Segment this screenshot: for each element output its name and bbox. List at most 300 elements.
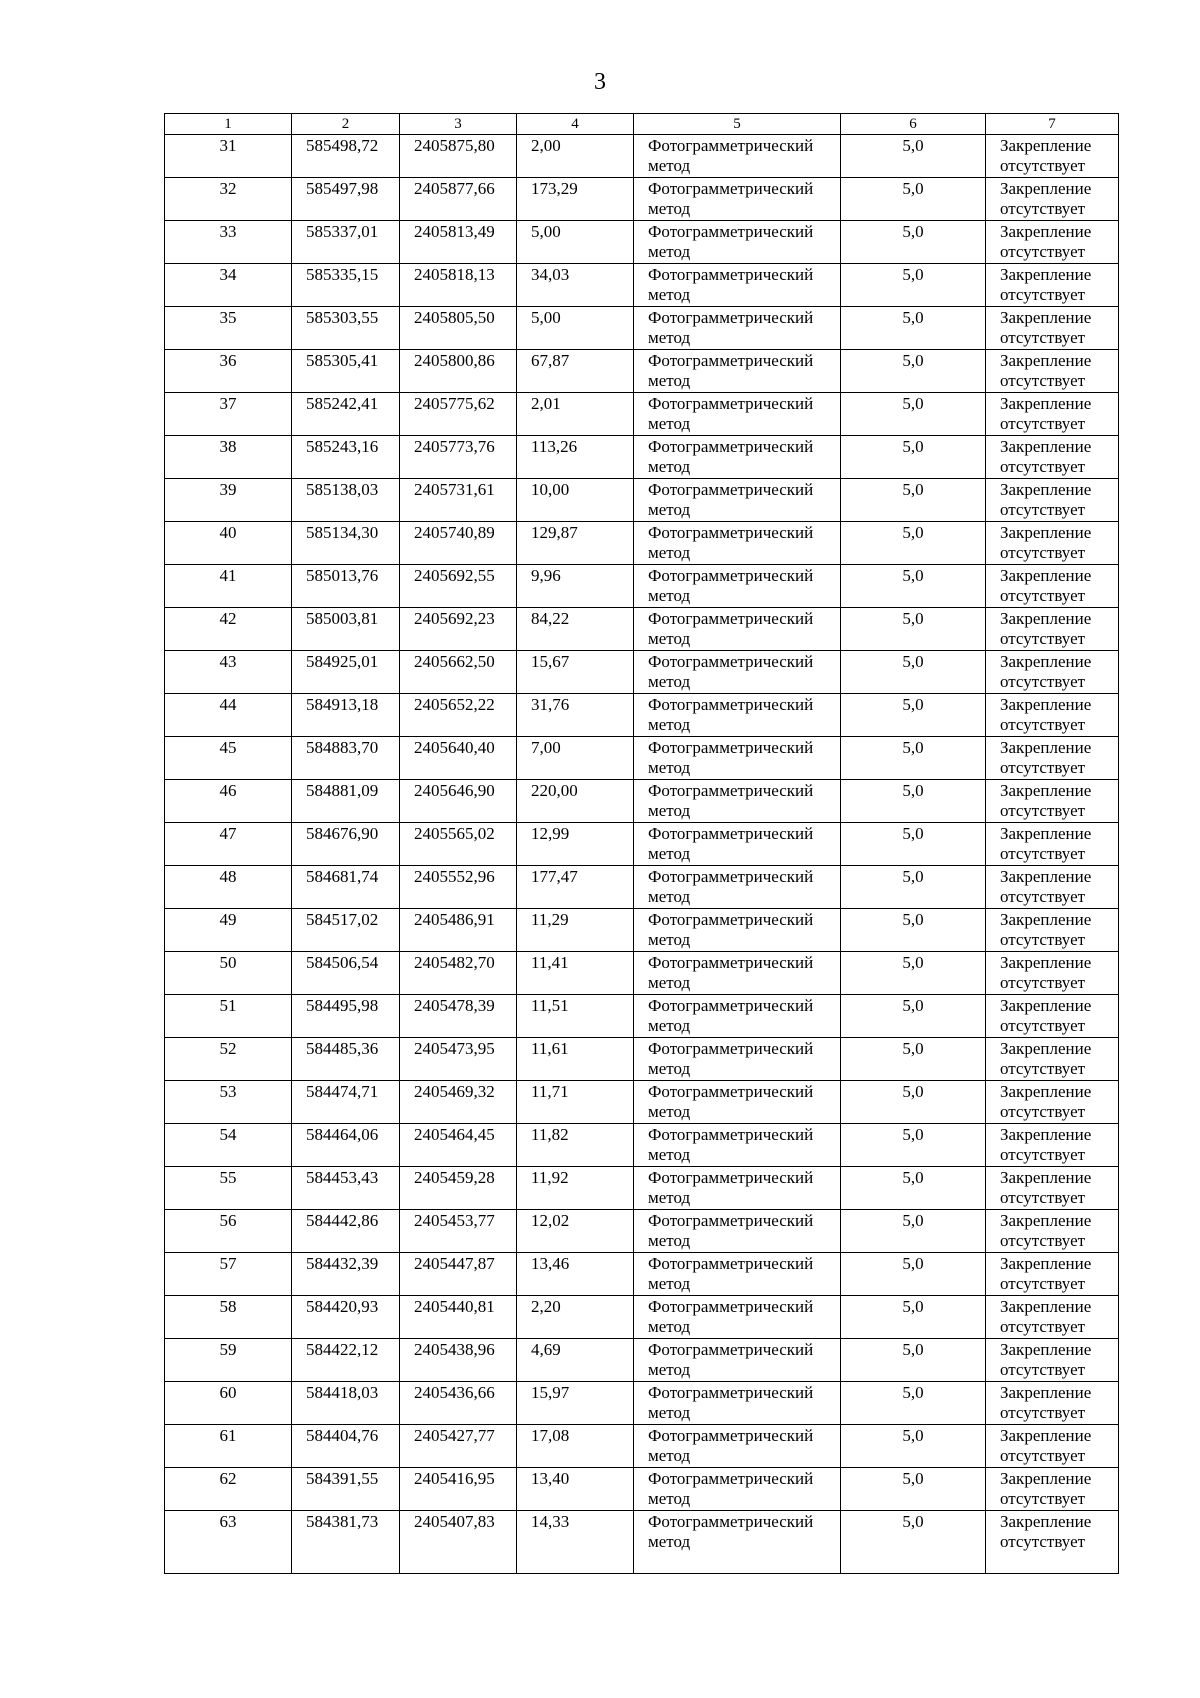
fixation-description-line: отсутствует (1000, 1059, 1086, 1078)
table-row (165, 565, 1119, 608)
determination-method (634, 866, 841, 909)
table-row (165, 479, 1119, 522)
fixation-description (986, 479, 1119, 522)
determination-method-line: метод (648, 457, 691, 476)
determination-method-line: метод (648, 1145, 691, 1164)
determination-method-line: Фотограмметрический (648, 1297, 814, 1316)
fixation-description-line: отсутствует (1000, 1532, 1086, 1551)
coordinate-y: 2405662,50 (400, 651, 517, 694)
determination-method-line: Фотограмметрический (648, 609, 814, 628)
determination-method (634, 1382, 841, 1425)
determination-method-line: метод (648, 1102, 691, 1121)
coordinate-y: 2405692,55 (400, 565, 517, 608)
fixation-description-line: Закрепление (1000, 351, 1092, 370)
coordinate-x: 584381,73 (292, 1511, 400, 1574)
determination-method-line: Фотограмметрический (648, 953, 814, 972)
fixation-description-line: Закрепление (1000, 1383, 1092, 1402)
coordinate-x: 585242,41 (292, 393, 400, 436)
precision-value: 5,0 (841, 780, 986, 823)
coordinate-y: 2405482,70 (400, 952, 517, 995)
coordinates-table (164, 113, 1119, 1574)
table-row (165, 909, 1119, 952)
segment-length: 67,87 (517, 350, 634, 393)
determination-method-line: Фотограмметрический (648, 1469, 814, 1488)
precision-value: 5,0 (841, 694, 986, 737)
precision-value: 5,0 (841, 1081, 986, 1124)
determination-method (634, 393, 841, 436)
fixation-description (986, 1468, 1119, 1511)
fixation-description-line: Закрепление (1000, 308, 1092, 327)
fixation-description-line: отсутствует (1000, 973, 1086, 992)
point-number: 33 (165, 221, 292, 264)
determination-method (634, 823, 841, 866)
coordinate-x: 584913,18 (292, 694, 400, 737)
fixation-description (986, 522, 1119, 565)
determination-method-line: Фотограмметрический (648, 996, 814, 1015)
point-number: 51 (165, 995, 292, 1038)
table-row (165, 522, 1119, 565)
table-row (165, 1167, 1119, 1210)
determination-method-line: Фотограмметрический (648, 1082, 814, 1101)
point-number: 34 (165, 264, 292, 307)
coordinate-x: 585138,03 (292, 479, 400, 522)
fixation-description (986, 823, 1119, 866)
precision-value: 5,0 (841, 909, 986, 952)
table-row (165, 1339, 1119, 1382)
coordinate-x: 585134,30 (292, 522, 400, 565)
segment-length: 31,76 (517, 694, 634, 737)
coordinate-y: 2405464,45 (400, 1124, 517, 1167)
coordinate-y: 2405775,62 (400, 393, 517, 436)
fixation-description-line: отсутствует (1000, 500, 1086, 519)
determination-method-line: Фотограмметрический (648, 1254, 814, 1273)
coordinate-y: 2405800,86 (400, 350, 517, 393)
point-number: 58 (165, 1296, 292, 1339)
fixation-description-line: Закрепление (1000, 394, 1092, 413)
coordinate-x: 584881,09 (292, 780, 400, 823)
fixation-description (986, 1038, 1119, 1081)
table-row (165, 1425, 1119, 1468)
fixation-description-line: Закрепление (1000, 1039, 1092, 1058)
fixation-description (986, 350, 1119, 393)
precision-value: 5,0 (841, 522, 986, 565)
coordinate-y: 2405875,80 (400, 135, 517, 178)
coordinate-x: 584453,43 (292, 1167, 400, 1210)
fixation-description-line: Закрепление (1000, 1297, 1092, 1316)
segment-length: 15,67 (517, 651, 634, 694)
precision-value: 5,0 (841, 393, 986, 436)
coordinate-x: 584474,71 (292, 1081, 400, 1124)
table-row (165, 1296, 1119, 1339)
precision-value: 5,0 (841, 1425, 986, 1468)
determination-method (634, 350, 841, 393)
fixation-description-line: Закрепление (1000, 1211, 1092, 1230)
determination-method (634, 221, 841, 264)
determination-method-line: Фотограмметрический (648, 1039, 814, 1058)
fixation-description (986, 1339, 1119, 1382)
determination-method-line: метод (648, 1274, 691, 1293)
segment-length: 13,40 (517, 1468, 634, 1511)
fixation-description-line: отсутствует (1000, 199, 1086, 218)
fixation-description-line: Закрепление (1000, 695, 1092, 714)
coordinate-y: 2405818,13 (400, 264, 517, 307)
segment-length: 11,51 (517, 995, 634, 1038)
coordinate-x: 585303,55 (292, 307, 400, 350)
determination-method-line: метод (648, 1489, 691, 1508)
segment-length: 177,47 (517, 866, 634, 909)
fixation-description (986, 436, 1119, 479)
determination-method-line: Фотограмметрический (648, 695, 814, 714)
fixation-description-line: Закрепление (1000, 953, 1092, 972)
segment-length: 84,22 (517, 608, 634, 651)
fixation-description-line: Закрепление (1000, 781, 1092, 800)
fixation-description-line: отсутствует (1000, 1274, 1086, 1293)
fixation-description (986, 694, 1119, 737)
coordinate-y: 2405877,66 (400, 178, 517, 221)
determination-method (634, 522, 841, 565)
precision-value: 5,0 (841, 178, 986, 221)
segment-length: 2,00 (517, 135, 634, 178)
table-row (165, 264, 1119, 307)
determination-method-line: метод (648, 973, 691, 992)
coordinate-y: 2405438,96 (400, 1339, 517, 1382)
table-row (165, 651, 1119, 694)
coordinate-y: 2405565,02 (400, 823, 517, 866)
fixation-description-line: Закрепление (1000, 652, 1092, 671)
determination-method-line: метод (648, 1188, 691, 1207)
precision-value: 5,0 (841, 1511, 986, 1574)
coordinate-x: 584925,01 (292, 651, 400, 694)
determination-method (634, 1511, 841, 1574)
precision-value: 5,0 (841, 995, 986, 1038)
coordinate-x: 585337,01 (292, 221, 400, 264)
fixation-description-line: Закрепление (1000, 867, 1092, 886)
determination-method-line: метод (648, 801, 691, 820)
segment-length: 10,00 (517, 479, 634, 522)
precision-value: 5,0 (841, 1468, 986, 1511)
coordinate-x: 584442,86 (292, 1210, 400, 1253)
fixation-description (986, 608, 1119, 651)
table-row (165, 393, 1119, 436)
point-number: 61 (165, 1425, 292, 1468)
fixation-description (986, 1425, 1119, 1468)
fixation-description-line: Закрепление (1000, 996, 1092, 1015)
coordinate-x: 584517,02 (292, 909, 400, 952)
fixation-description-line: Закрепление (1000, 566, 1092, 585)
coordinate-y: 2405469,32 (400, 1081, 517, 1124)
coordinate-x: 584391,55 (292, 1468, 400, 1511)
point-number: 55 (165, 1167, 292, 1210)
precision-value: 5,0 (841, 1124, 986, 1167)
determination-method-line: Фотограмметрический (648, 566, 814, 585)
coordinate-y: 2405459,28 (400, 1167, 517, 1210)
segment-length: 2,20 (517, 1296, 634, 1339)
coordinate-x: 585498,72 (292, 135, 400, 178)
determination-method-line: метод (648, 1317, 691, 1336)
coordinate-y: 2405440,81 (400, 1296, 517, 1339)
segment-length: 12,02 (517, 1210, 634, 1253)
fixation-description-line: отсутствует (1000, 328, 1086, 347)
determination-method-line: метод (648, 887, 691, 906)
coordinate-x: 585013,76 (292, 565, 400, 608)
point-number: 37 (165, 393, 292, 436)
fixation-description (986, 866, 1119, 909)
point-number: 42 (165, 608, 292, 651)
fixation-description-line: Закрепление (1000, 1254, 1092, 1273)
determination-method (634, 780, 841, 823)
table-row (165, 350, 1119, 393)
determination-method (634, 1167, 841, 1210)
segment-length: 129,87 (517, 522, 634, 565)
fixation-description-line: отсутствует (1000, 672, 1086, 691)
point-number: 36 (165, 350, 292, 393)
determination-method (634, 565, 841, 608)
precision-value: 5,0 (841, 1296, 986, 1339)
determination-method-line: метод (648, 285, 691, 304)
coordinate-x: 585335,15 (292, 264, 400, 307)
column-header: 4 (517, 114, 634, 135)
determination-method-line: метод (648, 242, 691, 261)
fixation-description-line: Закрепление (1000, 609, 1092, 628)
segment-length: 15,97 (517, 1382, 634, 1425)
fixation-description (986, 1511, 1119, 1574)
determination-method-line: Фотограмметрический (648, 652, 814, 671)
determination-method (634, 1339, 841, 1382)
segment-length: 220,00 (517, 780, 634, 823)
fixation-description-line: отсутствует (1000, 629, 1086, 648)
determination-method-line: метод (648, 328, 691, 347)
coordinate-x: 584420,93 (292, 1296, 400, 1339)
point-number: 56 (165, 1210, 292, 1253)
table-row (165, 780, 1119, 823)
table-body (165, 135, 1119, 1574)
segment-length: 11,61 (517, 1038, 634, 1081)
determination-method-line: метод (648, 844, 691, 863)
fixation-description-line: отсутствует (1000, 543, 1086, 562)
fixation-description (986, 909, 1119, 952)
segment-length: 5,00 (517, 307, 634, 350)
determination-method-line: метод (648, 543, 691, 562)
determination-method (634, 694, 841, 737)
fixation-description (986, 651, 1119, 694)
fixation-description (986, 135, 1119, 178)
table-row (165, 952, 1119, 995)
determination-method-line: метод (648, 586, 691, 605)
coordinate-x: 584506,54 (292, 952, 400, 995)
segment-length: 14,33 (517, 1511, 634, 1574)
table-row (165, 178, 1119, 221)
table-row (165, 221, 1119, 264)
point-number: 44 (165, 694, 292, 737)
fixation-description (986, 307, 1119, 350)
coordinate-y: 2405652,22 (400, 694, 517, 737)
fixation-description-line: отсутствует (1000, 285, 1086, 304)
determination-method-line: Фотограмметрический (648, 910, 814, 929)
coordinate-x: 584432,39 (292, 1253, 400, 1296)
coordinate-y: 2405473,95 (400, 1038, 517, 1081)
fixation-description-line: Закрепление (1000, 1082, 1092, 1101)
determination-method-line: метод (648, 1016, 691, 1035)
determination-method (634, 135, 841, 178)
point-number: 49 (165, 909, 292, 952)
fixation-description-line: отсутствует (1000, 930, 1086, 949)
table-row (165, 1081, 1119, 1124)
determination-method (634, 737, 841, 780)
determination-method-line: метод (648, 629, 691, 648)
precision-value: 5,0 (841, 952, 986, 995)
coordinate-x: 585243,16 (292, 436, 400, 479)
determination-method-line: Фотограмметрический (648, 265, 814, 284)
coordinate-y: 2405692,23 (400, 608, 517, 651)
determination-method (634, 1253, 841, 1296)
determination-method-line: метод (648, 758, 691, 777)
table-row (165, 995, 1119, 1038)
coordinate-y: 2405447,87 (400, 1253, 517, 1296)
determination-method-line: Фотограмметрический (648, 1211, 814, 1230)
fixation-description (986, 221, 1119, 264)
fixation-description-line: Закрепление (1000, 437, 1092, 456)
determination-method-line: метод (648, 156, 691, 175)
fixation-description-line: Закрепление (1000, 1469, 1092, 1488)
fixation-description (986, 952, 1119, 995)
segment-length: 9,96 (517, 565, 634, 608)
fixation-description-line: отсутствует (1000, 715, 1086, 734)
table-row (165, 1511, 1119, 1574)
point-number: 60 (165, 1382, 292, 1425)
fixation-description (986, 737, 1119, 780)
determination-method-line: Фотограмметрический (648, 1512, 814, 1531)
point-number: 45 (165, 737, 292, 780)
fixation-description-line: Закрепление (1000, 910, 1092, 929)
determination-method-line: метод (648, 414, 691, 433)
determination-method (634, 1425, 841, 1468)
fixation-description-line: отсутствует (1000, 1231, 1086, 1250)
determination-method-line: метод (648, 1059, 691, 1078)
determination-method (634, 264, 841, 307)
segment-length: 113,26 (517, 436, 634, 479)
fixation-description-line: Закрепление (1000, 265, 1092, 284)
point-number: 31 (165, 135, 292, 178)
coordinate-x: 584676,90 (292, 823, 400, 866)
segment-length: 173,29 (517, 178, 634, 221)
coordinate-y: 2405416,95 (400, 1468, 517, 1511)
determination-method-line: Фотограмметрический (648, 480, 814, 499)
determination-method (634, 1081, 841, 1124)
segment-length: 7,00 (517, 737, 634, 780)
precision-value: 5,0 (841, 1167, 986, 1210)
precision-value: 5,0 (841, 651, 986, 694)
determination-method (634, 178, 841, 221)
segment-length: 34,03 (517, 264, 634, 307)
column-header: 6 (841, 114, 986, 135)
segment-length: 2,01 (517, 393, 634, 436)
table-row (165, 1382, 1119, 1425)
fixation-description-line: отсутствует (1000, 1403, 1086, 1422)
determination-method (634, 436, 841, 479)
column-header: 2 (292, 114, 400, 135)
fixation-description (986, 1210, 1119, 1253)
point-number: 52 (165, 1038, 292, 1081)
column-header: 5 (634, 114, 841, 135)
precision-value: 5,0 (841, 737, 986, 780)
fixation-description-line: Закрепление (1000, 1426, 1092, 1445)
point-number: 46 (165, 780, 292, 823)
coordinate-y: 2405731,61 (400, 479, 517, 522)
coordinate-y: 2405486,91 (400, 909, 517, 952)
determination-method-line: метод (648, 672, 691, 691)
determination-method (634, 651, 841, 694)
coordinate-x: 585497,98 (292, 178, 400, 221)
segment-length: 11,92 (517, 1167, 634, 1210)
fixation-description (986, 264, 1119, 307)
point-number: 43 (165, 651, 292, 694)
determination-method-line: Фотограмметрический (648, 1340, 814, 1359)
table-row (165, 694, 1119, 737)
point-number: 59 (165, 1339, 292, 1382)
fixation-description (986, 1124, 1119, 1167)
determination-method-line: Фотограмметрический (648, 867, 814, 886)
fixation-description (986, 1382, 1119, 1425)
fixation-description-line: Закрепление (1000, 1125, 1092, 1144)
fixation-description-line: Закрепление (1000, 480, 1092, 499)
table-row (165, 1038, 1119, 1081)
table-row (165, 436, 1119, 479)
coordinate-y: 2405646,90 (400, 780, 517, 823)
table-row (165, 866, 1119, 909)
fixation-description-line: Закрепление (1000, 222, 1092, 241)
coordinate-y: 2405478,39 (400, 995, 517, 1038)
fixation-description-line: отсутствует (1000, 1145, 1086, 1164)
point-number: 48 (165, 866, 292, 909)
fixation-description-line: отсутствует (1000, 1188, 1086, 1207)
precision-value: 5,0 (841, 307, 986, 350)
precision-value: 5,0 (841, 1253, 986, 1296)
determination-method-line: Фотограмметрический (648, 222, 814, 241)
segment-length: 11,29 (517, 909, 634, 952)
segment-length: 12,99 (517, 823, 634, 866)
coordinate-y: 2405740,89 (400, 522, 517, 565)
determination-method-line: Фотограмметрический (648, 179, 814, 198)
precision-value: 5,0 (841, 565, 986, 608)
point-number: 39 (165, 479, 292, 522)
precision-value: 5,0 (841, 135, 986, 178)
precision-value: 5,0 (841, 866, 986, 909)
fixation-description (986, 565, 1119, 608)
precision-value: 5,0 (841, 823, 986, 866)
coordinate-x: 584495,98 (292, 995, 400, 1038)
fixation-description-line: отсутствует (1000, 758, 1086, 777)
fixation-description-line: Закрепление (1000, 136, 1092, 155)
table-row (165, 1468, 1119, 1511)
table-row (165, 1253, 1119, 1296)
segment-length: 11,82 (517, 1124, 634, 1167)
segment-length: 17,08 (517, 1425, 634, 1468)
fixation-description-line: Закрепление (1000, 179, 1092, 198)
segment-length: 5,00 (517, 221, 634, 264)
determination-method (634, 307, 841, 350)
determination-method-line: метод (648, 1231, 691, 1250)
determination-method (634, 909, 841, 952)
column-header: 1 (165, 114, 292, 135)
point-number: 47 (165, 823, 292, 866)
determination-method-line: Фотограмметрический (648, 351, 814, 370)
point-number: 32 (165, 178, 292, 221)
coordinate-x: 584418,03 (292, 1382, 400, 1425)
fixation-description-line: отсутствует (1000, 371, 1086, 390)
coordinate-y: 2405552,96 (400, 866, 517, 909)
table-row (165, 307, 1119, 350)
fixation-description-line: Закрепление (1000, 1512, 1092, 1531)
